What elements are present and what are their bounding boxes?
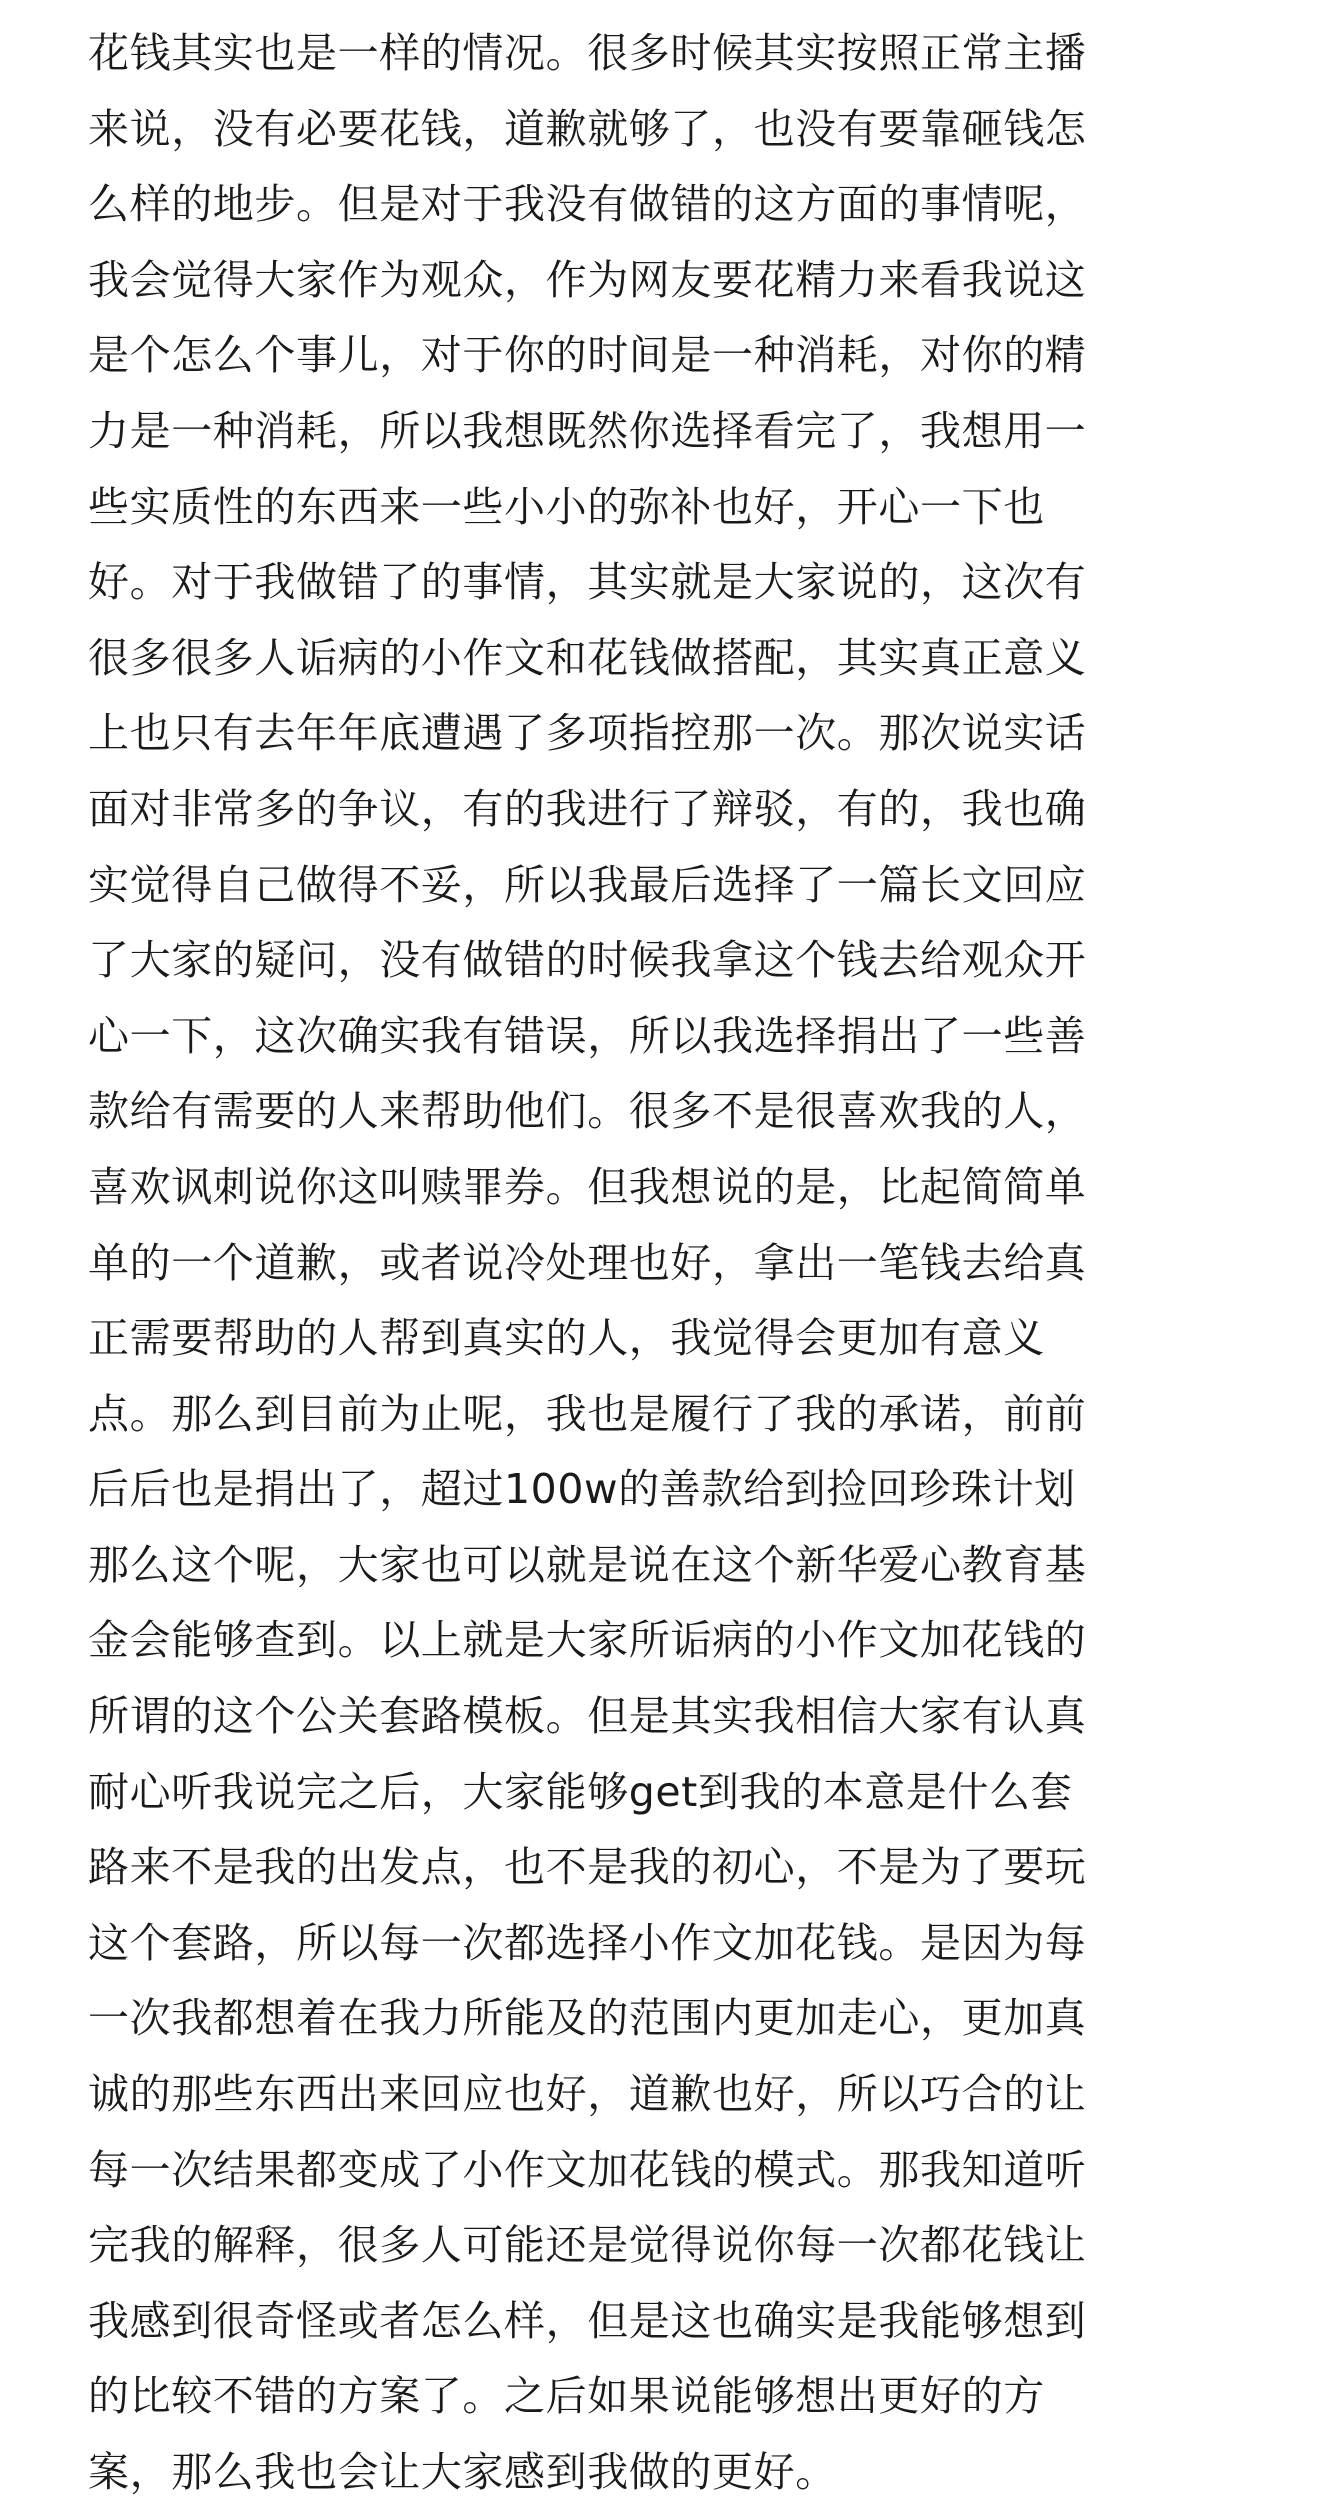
text-line: 完我的解释，很多人可能还是觉得说你每一次都花钱让	[88, 2221, 1087, 2270]
text-line: 点。那么到目前为止呢，我也是履行了我的承诺，前前	[88, 1389, 1087, 1438]
text-line: 的比较不错的方案了。之后如果说能够想出更好的方	[88, 2372, 1045, 2421]
text-line: 么样的地步。但是对于我没有做错的这方面的事情呢，	[88, 180, 1087, 229]
text-line: 所谓的这个公关套路模板。但是其实我相信大家有认真	[88, 1692, 1087, 1741]
text-line: 面对非常多的争议，有的我进行了辩驳，有的，我也确	[88, 784, 1087, 833]
text-line: 路来不是我的出发点，也不是我的初心，不是为了要玩	[88, 1843, 1087, 1892]
text-line: 是个怎么个事儿，对于你的时间是一种消耗，对你的精	[88, 331, 1087, 380]
text-line: 金会能够查到。以上就是大家所诟病的小作文加花钱的	[88, 1616, 1087, 1665]
text-line: 那么这个呢，大家也可以就是说在这个新华爱心教育基	[88, 1540, 1087, 1589]
text-line: 诚的那些东西出来回应也好，道歉也好，所以巧合的让	[88, 2070, 1087, 2119]
text-line: 很多很多人诟病的小作文和花钱做搭配，其实真正意义	[88, 633, 1087, 682]
text-line: 我会觉得大家作为观众，作为网友要花精力来看我说这	[88, 255, 1087, 304]
text-line: 我感到很奇怪或者怎么样，但是这也确实是我能够想到	[88, 2296, 1087, 2345]
text-line: 这个套路，所以每一次都选择小作文加花钱。是因为每	[88, 1918, 1087, 1967]
text-line: 花钱其实也是一样的情况。很多时候其实按照正常主播	[88, 29, 1087, 77]
text-line: 一次我都想着在我力所能及的范围内更加走心，更加真	[88, 1994, 1087, 2043]
text-line: 来说，没有必要花钱，道歉就够了，也没有要靠砸钱怎	[88, 104, 1087, 153]
text-line: 上也只有去年年底遭遇了多项指控那一次。那次说实话	[88, 709, 1087, 758]
text-line: 力是一种消耗，所以我想既然你选择看完了，我想用一	[88, 406, 1087, 455]
text-line: 心一下，这次确实我有错误，所以我选择捐出了一些善	[88, 1011, 1087, 1060]
article-body	[88, 16, 1248, 2511]
text-line: 案，那么我也会让大家感到我做的更好。	[88, 2448, 837, 2496]
text-line: 好。对于我做错了的事情，其实就是大家说的，这次有	[88, 558, 1087, 607]
text-line: 款给有需要的人来帮助他们。很多不是很喜欢我的人，	[88, 1087, 1087, 1136]
text-line: 喜欢讽刺说你这叫赎罪券。但我想说的是，比起简简单	[88, 1162, 1087, 1211]
text-line: 每一次结果都变成了小作文加花钱的模式。那我知道听	[88, 2145, 1087, 2194]
text-line: 了大家的疑问，没有做错的时候我拿这个钱去给观众开	[88, 936, 1087, 985]
text-line: 后后也是捐出了，超过100w的善款给到捡回珍珠计划	[88, 1465, 1076, 1514]
text-line: 耐心听我说完之后，大家能够get到我的本意是什么套	[88, 1767, 1073, 1816]
text-line: 些实质性的东西来一些小小的弥补也好，开心一下也	[88, 482, 1045, 531]
text-line: 实觉得自己做得不妥，所以我最后选择了一篇长文回应	[88, 860, 1087, 909]
text-line: 单的一个道歉，或者说冷处理也好，拿出一笔钱去给真	[88, 1238, 1087, 1287]
text-line: 正需要帮助的人帮到真实的人，我觉得会更加有意义	[88, 1314, 1045, 1363]
